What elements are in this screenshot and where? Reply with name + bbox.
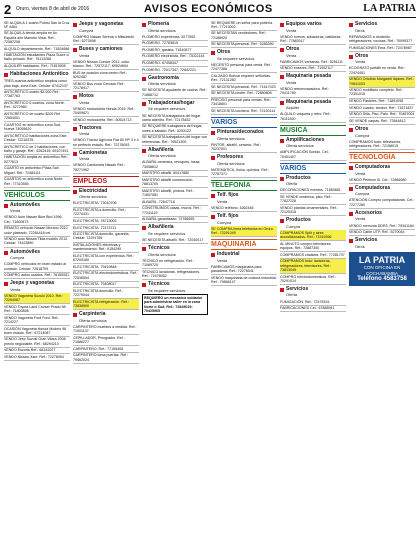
section-title: Servicios [355, 21, 378, 27]
ad-section-header [142, 101, 208, 112]
ad-section-header [280, 22, 346, 33]
page-number: 2 [4, 2, 12, 17]
section-subtitle: Se requiere servicios [148, 230, 186, 236]
section-title: Electricidad [79, 187, 108, 194]
classified-ad: TÉCNICO lavadoras, refrigeradores. Ref.: 72478052 [142, 269, 208, 280]
classified-ad: ELECTRICISTA. 75408017 [73, 282, 139, 289]
classified-ad: SE REQUIERE un señor para portería. Ref.: 77213002 [211, 20, 277, 31]
ad-section-header [211, 214, 277, 225]
classified-ad: SE NECESITA albañil. Ref.: 72040017 [142, 237, 208, 244]
ad-section-header [73, 94, 139, 105]
section-title: Accesorios [355, 209, 382, 216]
classified-ad: VENDO retroexcavadora. Ref.: 70411780 [280, 87, 346, 98]
classified-ad: COMPRO Nissan Serena o Mitsubishi. Ref.: 5273498 [73, 34, 139, 45]
classified-ad: COMPRAMOS Split y aires acondicionados. Ref.: 71519396 [280, 230, 346, 241]
classified-ad: REQUIERO un mecánico soldador para administrar taller en la zona Norte o Sud, Ref.: 72828019; 70425965 [142, 294, 208, 315]
classified-ad: CEPILLADOR, Pinogrador. Ref.: 71888277 [73, 335, 139, 346]
classified-ad: SE REQUIERE trabajadora del hogar, lunes a sábado. Ref.: 5253122 [142, 124, 208, 135]
ad-section-header [142, 22, 208, 33]
classified-ad: PLOMERO. 72783815 [142, 41, 208, 48]
ad-section-header [4, 72, 70, 78]
section-bullet-icon [280, 48, 284, 52]
section-title: Motos [79, 92, 94, 99]
classified-ad: ALQUILER habitación. Ref.: 71815009 [4, 64, 70, 71]
ad-section-header [142, 282, 208, 293]
section-title: Amplificaciones [286, 136, 325, 143]
classified-ad: ELECTRICISTA domicilio, garantía. Celular: 72291789 [73, 232, 139, 243]
ad-columns [4, 20, 416, 542]
ad-section-header [280, 100, 346, 111]
classified-ad: TÉCNICO en refrigeración. Ref.: 71089725 [142, 258, 208, 269]
section-bullet-icon [211, 51, 215, 55]
section-subtitle: Otros [355, 243, 365, 249]
classified-ad: VENDO Nissan Condor 2012, color blanco. Ref.: 72572117; 69524694 [73, 59, 139, 70]
section-bullet-icon [142, 102, 146, 106]
classified-ad: ANTICRÉTICO de cuarto $200 Ref. 72854001 [4, 111, 70, 122]
classified-ad: COMPRAMOS todo: lavadoras, refrigeradores, televisores. Ref.: 73813045 [280, 259, 346, 274]
classified-ad: SE NECESITA personal. Ref.: 71617023 [211, 84, 277, 91]
section-bullet-icon [73, 48, 77, 52]
section-bullet-icon [349, 55, 353, 59]
classified-ad: VENDO Auto Nissan Blue Bird 1996. Cel.: 71800873 [4, 215, 70, 226]
section-title: Automóviles [10, 201, 41, 208]
ad-column [280, 20, 346, 542]
section-bullet-icon [73, 23, 77, 27]
ad-column [211, 20, 277, 542]
ad-section-header [349, 54, 415, 65]
section-subtitle: Alquiler [286, 105, 300, 111]
section-subtitle: Venta [79, 99, 90, 105]
section-bullet-icon [73, 190, 77, 194]
ad-section-header [280, 47, 346, 58]
section-title: Otros [355, 125, 369, 132]
section-subtitle: Oferta servicios [148, 153, 176, 159]
section-bullet-icon [142, 149, 146, 153]
classified-ad: SE ALQUILA tienda amplia en Av. España a/m Marcelo Vidal. Ref.: 72087208 [4, 31, 70, 46]
classified-ad: ANTICRÉTICO habitaciones zona Este. Celular: 72218376 [4, 133, 70, 144]
ad-section-header [142, 225, 208, 236]
section-title: Albañilería [148, 146, 174, 153]
ad-section-header [349, 211, 415, 222]
classified-ad: COMPRO electrodomésticos. Ref.: 70291014 [280, 274, 346, 285]
section-title: Carpintería [79, 311, 106, 318]
classified-ad: SE VENDE cerámica, piso. Ref.: 77827228 [280, 194, 346, 205]
classified-ad: CUARTOS en anticrético zona Norte. Ref.: 77310555 [4, 177, 70, 188]
section-subtitle: Compra [355, 191, 370, 197]
classified-ad: MATEMÁTICA, física, química. Ref.: 72787371 [211, 167, 277, 178]
classified-ad: HABITACIÓN amplia en anticrético Ref.: 5277613 [4, 155, 70, 166]
classified-ad: FUMIGACIÓN. Ref.: 72478151 [280, 299, 346, 306]
ad-category-banner: MAQUINARIA [211, 239, 277, 250]
ad-category-banner: VARIOS [211, 117, 277, 128]
section-title: Plomería [148, 21, 170, 27]
section-subtitle: Compra [355, 132, 370, 138]
section-title: Equipos varios [286, 21, 322, 27]
section-subtitle: Oferta servicios [148, 81, 176, 87]
section-title: Técnicos [148, 280, 170, 287]
section-title: Profesores [217, 154, 244, 161]
section-title: Telf. fijos [217, 192, 239, 199]
section-bullet-icon [280, 23, 284, 27]
section-title: Automóviles [10, 248, 41, 255]
section-subtitle: Venta [79, 52, 90, 58]
classified-ad: COMPRAMOS chatarra. Ref.: 77281707 [280, 252, 346, 259]
section-subtitle: Venta [286, 27, 297, 33]
classified-ad: PRECISO personal para ventas. Ref.: 73418801 [211, 98, 277, 109]
ad-section-header [4, 203, 70, 214]
classified-ad: VENDO Cable UTP. Ref.: 5270044 [349, 230, 415, 237]
classified-ad: FUMIGACIONES Ema. Ref.: 72478987 [349, 45, 415, 52]
ad-section-header [280, 287, 346, 298]
ad-section-header [4, 250, 70, 261]
section-title: Otros [217, 49, 231, 56]
classified-ad: CALZADO Bolívar requiere señoritas. Ref.: 72131250 [211, 73, 277, 84]
classified-ad: SE NECESITA chofer. Ref.: 72880806 [211, 91, 277, 98]
classified-ad: VENDO motocicleta Honda 2015. Ref.: 70409871 [73, 106, 139, 117]
section-subtitle: Compra [79, 27, 94, 33]
section-subtitle: Oferta servicios [286, 143, 314, 149]
ad-section-header [73, 151, 139, 162]
section-subtitle: Venta [355, 59, 366, 65]
promo-line1: LA PATRIA [358, 255, 406, 266]
section-bullet-icon [142, 247, 146, 251]
section-bullet-icon [142, 283, 146, 287]
ad-section-header [142, 76, 208, 87]
classified-ad: VENDO Bus zona Cercado Ref.: 72178917 [73, 81, 139, 92]
classified-ad: PINTOR, albañil, ceramic. Ref.: 70237001 [211, 142, 277, 153]
classified-ad: FABRICAMOS maquinaria para panadería. Ref.: 72276041 [211, 264, 277, 275]
classified-ad: CARPINTERO. Ref.: 77155406 [73, 346, 139, 353]
ad-column [142, 20, 208, 542]
ad-section-header [73, 22, 139, 33]
section-subtitle: Oferta servicios [148, 27, 176, 33]
section-subtitle: Venta [10, 208, 21, 214]
classified-ad: SE COMPRA línea telefónica en Oruro. Ref.: 72291049 [211, 226, 277, 237]
section-title: AVISOS ECONÓMICOS [144, 3, 273, 15]
classified-ad: ELECTRICISTA domicilio. Ref.: 72279044 [73, 288, 139, 299]
section-title: Camionetas [79, 149, 108, 156]
classified-ad: NECESITO personal para venta. Ref.: 72477368 [211, 63, 277, 74]
ad-section-header [211, 155, 277, 166]
classified-ad: MAESTRO albañil, pintura. Ref.: 71657081 [142, 188, 208, 199]
section-subtitle: Venta [79, 131, 90, 137]
section-subtitle: Venta [217, 198, 228, 204]
ad-section-header [211, 50, 277, 61]
section-bullet-icon [73, 127, 77, 131]
classified-ad: MAESTRO albañil. 60417880 [142, 171, 208, 178]
classified-ad: SE NECESITA personal. Ref.: 5285390 [211, 42, 277, 49]
classified-ad: ELECTRICISTA. 72173711 [73, 225, 139, 232]
section-title: Computadoras [355, 163, 391, 170]
classified-ad: VENDO auto Nissan Tiida modelo 2012. Celular: 74423890 [4, 237, 70, 248]
ad-section-header [142, 148, 208, 159]
section-bullet-icon [4, 73, 8, 77]
page-header [4, 3, 416, 18]
ad-column [349, 20, 415, 542]
ad-section-header [349, 165, 415, 176]
ad-section-header [280, 138, 346, 149]
section-bullet-icon [349, 128, 353, 132]
classified-ad: ANTICRÉTICO de 2 habitaciones, con baño y garaje. Ref.: 5262415; 69107491 [4, 144, 70, 155]
classified-ad: SE ALQUILA 1 cuarto Potosí San la Cruz Nº 4484 [4, 20, 70, 31]
section-title: Maquinaria pesada [286, 98, 332, 105]
classified-ad: VENDO memoria DDR3. Ref.: 79341184 [349, 223, 415, 230]
section-subtitle: Venta [355, 216, 366, 222]
ad-section-header [142, 246, 208, 257]
section-subtitle: Oferta [286, 292, 298, 298]
classified-ad: ELECTRICISTA. 79419848 [73, 264, 139, 271]
classified-ad: REPARAMOS a domicilio: refrigeradores, cocinas. Ref.: 70099377 [349, 34, 415, 45]
classified-ad: CONSTRUIMOS casas, muros. Ref.: 77241119 [142, 206, 208, 217]
classified-ad: VENDO mobiliario completo. Ref.: 72351018 [349, 88, 415, 99]
classified-ad: REMATO vehículo Nissan Murano 2010 color plateado. 72284418 cel. [4, 226, 70, 237]
classified-ad: ELECTRICISTA a domicilio. Ref.: 72274431 [73, 208, 139, 219]
classified-ad: ALQUILO departamento. Ref.: 71824686 [4, 46, 70, 53]
classified-ad: COMPRO vehículos en buen estado al contado. Celular: 72618709 [4, 262, 70, 273]
classified-ad: COMPRAMOS todo: televisores, refrigeradores. Ref.: 72158015 [349, 139, 415, 150]
section-bullet-icon [211, 215, 215, 219]
classified-ad: VENDO teléfono. 5262446 [211, 205, 277, 212]
classified-ad: ANTICRÉTICO cuarto $2.000 Ref.: 77387763 [4, 90, 70, 101]
section-bullet-icon [280, 101, 284, 105]
section-subtitle: Compra [10, 255, 25, 261]
classified-ad: INSTALACIONES eléctricas y mantenimiento. Ref.: 6154290 [73, 243, 139, 254]
classified-ad: VENDO Tractor Agrícola Fiat 80 HP 4 x 4 en perfecto estado. Ref.: 72278093 [73, 138, 139, 149]
section-bullet-icon [280, 139, 284, 143]
classified-ad: OCASIÓN Vagoneta Honda Modelo 98 buen estado. Ref.: 67214087 [4, 326, 70, 337]
ad-section-header [280, 176, 346, 187]
classified-ad: PLOMERO experiencia. 5277892 [142, 34, 208, 41]
section-title: Jeeps y vagonetas [10, 280, 55, 287]
classified-ad: AMPLIFICACIÓN Sonido. Cel.: 70401407 [280, 150, 346, 161]
ad-section-header [349, 127, 415, 138]
section-subtitle: Se requiere servicios [148, 106, 186, 112]
ad-category-banner: TELEFONÍA [211, 180, 277, 191]
section-title: Tractores [79, 124, 102, 131]
section-bullet-icon [142, 23, 146, 27]
classified-ad: ALQUILO volqueta y retro. Ref.: 76111520 [280, 112, 346, 123]
classified-ad: ALBAÑIL cerámica, revoques, losas. 73058812 [142, 160, 208, 171]
classified-ad: PLOMERO. 67458347 [142, 61, 208, 68]
section-subtitle: Se requiere servicios [148, 287, 186, 293]
classified-ad: ELECTRICISTA con experiencia. Ref.: 67205180 [73, 253, 139, 264]
page-date: Oruro, viernes 8 de abril de 2016 [16, 6, 90, 12]
section-subtitle: Oferta servicios [79, 194, 107, 200]
ad-section-header [73, 189, 139, 200]
ad-section-header [211, 193, 277, 204]
classified-ad: VENDO maquinaria de costura industrial. Ref.: 79868147 [211, 275, 277, 286]
section-title: Servicios [355, 237, 378, 244]
promo-line2: CON OFICINA EN COCHABAMBA [363, 265, 401, 276]
classified-ad: VENDO Vagoneta Suzuki 2010. Ref.: 72264087 [4, 293, 70, 304]
ad-category-banner: MÚSICA [280, 125, 346, 136]
section-title: Productos [286, 174, 311, 181]
section-title: Maquinaria pesada [286, 73, 332, 80]
ad-section-header [73, 312, 139, 323]
classified-ad: CUARTOS en anticrético zona Sud, Nueva 74055620 [4, 122, 70, 133]
section-bullet-icon [280, 219, 284, 223]
classified-ad: TRES cuartos anticrético amplios como plan baja, zona Este. Celular: 67412137 [4, 79, 70, 90]
classified-ad: HABITACIÓN estudiantes Plaza Sucre c/ baño privado. Ref.: 76113266 [4, 53, 70, 64]
classified-ad: VENDO Jeep Suzuki Gran Vitara 2008 precio negociable. Ref.: 68294210 [4, 337, 70, 348]
ad-section-header [211, 130, 277, 141]
section-subtitle: Oferta servicios [148, 251, 176, 257]
section-title: Jeeps y vagonetas [79, 21, 124, 27]
classified-ad: ANTICRÉTICO 6 cuartos, zona Norte. Ref.: 5272980 [4, 101, 70, 112]
section-bullet-icon [73, 313, 77, 317]
classified-ad: VENDO Escorts Ref.: 68142027 [4, 348, 70, 355]
section-title: Buses y camiones [79, 46, 123, 53]
section-bullet-icon [349, 166, 353, 170]
classified-ad: PLOMERO, gasista. 71810877 [142, 47, 208, 54]
section-subtitle: Venta [79, 156, 90, 162]
classified-ad: ALBAÑIL garantizado. 72786555 [142, 217, 208, 224]
classified-ad: AL MINUTO compro televisores, equipos. Ref.: 72887300 [280, 241, 346, 252]
section-bullet-icon [211, 156, 215, 160]
classified-ad: CARPINTERO muebles a medida. Ref.: 71001137 [73, 324, 139, 335]
classified-ad: SE NECESITA ayudante de cocina. Ref.: 71888712 [142, 88, 208, 99]
ad-section-header [349, 186, 415, 197]
ad-section-header [349, 22, 415, 33]
section-subtitle: Venta [286, 80, 297, 86]
ad-section-header [211, 252, 277, 263]
section-title: Pinturas/decorados [217, 129, 264, 136]
ad-section-header [73, 126, 139, 137]
section-title: Otros [286, 46, 300, 53]
classified-ad: CARPINTERO toma puertas. Ref.: 79462024 [73, 353, 139, 364]
section-bullet-icon [280, 75, 284, 79]
section-subtitle: Venta [286, 52, 297, 58]
section-title: Habitaciones Anticrético [10, 71, 69, 78]
ad-category-banner: VEHÍCULOS [4, 190, 70, 201]
section-title: Trabajadoras/hogar [148, 99, 195, 106]
section-title: Otros [355, 52, 369, 59]
classified-ad: VENDO motocicleta. Ref.: 60524713 [73, 117, 139, 124]
ad-section-header [280, 218, 346, 229]
ad-column [73, 20, 139, 542]
classified-ad: VENDO cuadro, tambor. Ref.: 71671837 [349, 105, 415, 112]
classified-ad: SE VENDE carpas. Ref.: 72844812 [349, 118, 415, 125]
classified-ad: ELECTRICISTA refrigeración. Ref.: 73838500 [73, 299, 139, 310]
ad-category-banner: TECNOLOGÍA [349, 152, 415, 163]
classified-ad: PLOMERO electricista. Ref.: 73022144 [142, 54, 208, 61]
classified-ad: VENDO Nissan Juke. Ref.: 72278054 [4, 354, 70, 361]
classified-ad: CUARTO en anticrético Plaza San Miguel. Ref.: 72484111 [4, 166, 70, 177]
section-subtitle: Venta [10, 286, 21, 292]
classified-ad: SE NECESITAN vendedores. Ref.: 72188920 [211, 31, 277, 42]
section-bullet-icon [349, 239, 353, 243]
classified-ad: VENDO Camioneta Nissan Ref.: 78271952 [73, 163, 139, 174]
section-bullet-icon [280, 288, 284, 292]
ad-section-header [4, 281, 70, 292]
classified-ad: COMPRO autos usados. Ref.: 76150051 [4, 273, 70, 280]
classified-ad: VENDO Pasteles. Ref.: 71891098 [349, 99, 415, 106]
section-title: Productos [286, 217, 311, 224]
section-subtitle: Oferta servicios [217, 160, 245, 166]
promo-line3: Teléfono 4583758 [357, 276, 407, 283]
section-title: Gastronomía [148, 74, 179, 81]
section-bullet-icon [349, 187, 353, 191]
section-subtitle: Se requiere servicios [217, 55, 255, 61]
classified-ad: PLOMERO. 72017347; 72842221 [142, 67, 208, 74]
newspaper-brand: LA PATRIA [363, 3, 416, 14]
classified-ad: VENDO plantas ornamentales. Ref.: 72125318 [280, 205, 346, 216]
section-subtitle: Oferta [286, 181, 298, 187]
classified-ad: MAESTRO albañil construcción. 78813700 [142, 177, 208, 188]
section-title: Computadoras [355, 184, 391, 191]
ad-column [4, 20, 70, 542]
classified-ad: SE NECESITA cocinera. Ref.: 72130114 [211, 108, 277, 115]
classified-ad: VENDO Vagoneta Ford Ford. Ref.: 7214227 [4, 315, 70, 326]
classified-ad: VENDO Toyota Land Cruiser Prado 98. Ref.: 71800898 [4, 304, 70, 315]
section-bullet-icon [349, 23, 353, 27]
section-bullet-icon [211, 194, 215, 198]
section-bullet-icon [142, 77, 146, 81]
section-title: Técnicos [148, 245, 170, 251]
ad-section-header [73, 47, 139, 58]
section-title: Servicios [286, 285, 309, 292]
section-subtitle: Oferta servicios [79, 317, 107, 323]
section-bullet-icon [4, 282, 8, 286]
classified-ad: ALBAÑIL. 72547718 [142, 199, 208, 206]
promo-box [349, 252, 415, 286]
section-bullet-icon [4, 251, 8, 255]
classified-ad: VENDO enseres. Ref.: 71002117 [280, 66, 346, 73]
classified-ad: VENDO Ortofoto Margareti lápices. Ref.: 79841003 [349, 77, 415, 88]
section-bullet-icon [142, 226, 146, 230]
classified-ad: ELECTRICISTA electrodomésticos. Ref.: 72536554 [73, 271, 139, 282]
section-subtitle: Compra [217, 219, 232, 225]
section-bullet-icon [211, 253, 215, 257]
classified-ad: SE NECESITA trabajadora del hogar con referencias. Ref.: 76521300 [142, 135, 208, 146]
classified-ad: ELECTRICISTA. 73010706 [73, 201, 139, 208]
section-title: Albañilería [148, 224, 174, 231]
section-bullet-icon [73, 152, 77, 156]
section-title: Telf. fijos [217, 212, 239, 219]
ad-category-banner: VARIOS [280, 163, 346, 174]
classified-ad: DECORACIONES eventos. 71850851 [280, 188, 346, 195]
classified-ad: BUS de ocasión zona centro Ref.: 5252487 [73, 70, 139, 81]
section-subtitle: Venta [355, 170, 366, 176]
section-bullet-icon [280, 177, 284, 181]
section-title: Industrial [217, 251, 240, 258]
classified-ad: SE NECESITA trabajadora del hogar cama adentro. Ref.: 72178452 [142, 113, 208, 124]
section-bullet-icon [211, 131, 215, 135]
section-bullet-icon [4, 204, 8, 208]
section-subtitle: Venta [217, 257, 228, 263]
classified-ad: VENDO hornos, sobadoras, batidoras. Ref.: 77883017 [280, 34, 346, 45]
ad-section-header [280, 74, 346, 85]
section-subtitle: Otros [355, 27, 365, 33]
classified-ad: ECOGRATO portátil en venta. Ref.: 72474451 [349, 66, 415, 77]
ad-section-header [349, 238, 415, 249]
classified-ad: VENDO Pentium III. Cel.: 72866080 [349, 177, 415, 184]
classified-ad: FABRICAMOS ventanas. Ref.: 5251111 [280, 59, 346, 66]
section-subtitle: Oferta servicios [217, 135, 245, 141]
section-bullet-icon [73, 95, 77, 99]
classified-ad: ATENCIÓN Compro computadoras. Cel.: 72277280 [349, 198, 415, 209]
classified-ad: VENDO Silla, Piso, Palo. Ref.: 70487004 [349, 112, 415, 119]
classified-ad: FABRICACIONES Cel.: 67888941 [280, 306, 346, 313]
section-subtitle: Compra [286, 223, 301, 229]
classified-ad: ELECTRICISTA. 78713003 [73, 218, 139, 225]
section-bullet-icon [349, 212, 353, 216]
ad-category-banner: EMPLEOS [73, 176, 139, 187]
